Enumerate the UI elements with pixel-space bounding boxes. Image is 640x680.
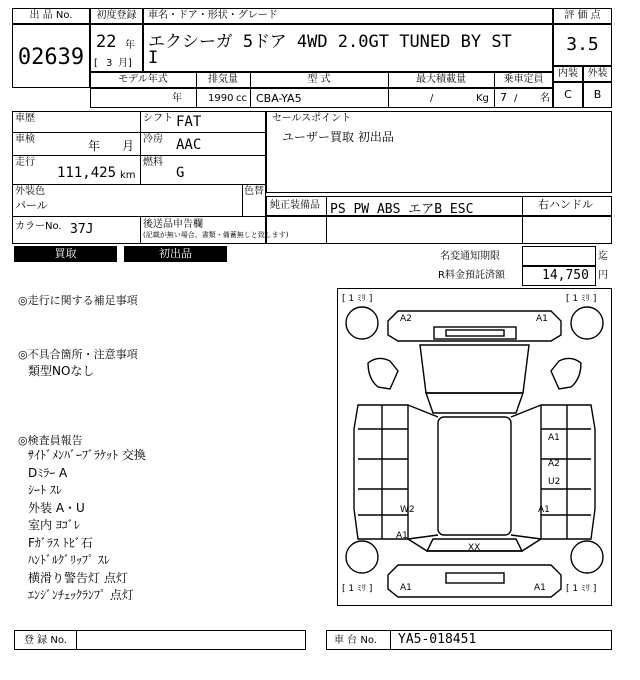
chassis-label: 車 台 No. bbox=[334, 635, 377, 646]
tire-left-top-depth: [ 1 ﾐﾘ ] bbox=[342, 294, 373, 304]
tire-left-bottom-depth: [ 1 ﾐﾘ ] bbox=[342, 584, 373, 594]
fuel-value: G bbox=[176, 165, 185, 181]
divider bbox=[76, 630, 77, 650]
damage-rear-right: A1 bbox=[534, 583, 546, 593]
inspection-year: 年 bbox=[88, 139, 101, 153]
divider bbox=[12, 184, 266, 185]
right-side bbox=[541, 405, 595, 539]
recycle-label: R料金預託済額 bbox=[438, 270, 505, 281]
divider bbox=[522, 196, 523, 216]
lot-label: 出 品 No. bbox=[29, 10, 73, 21]
divider bbox=[12, 132, 266, 133]
capacity-label: 乗車定員 bbox=[503, 74, 544, 85]
car-name-line2: I bbox=[148, 48, 159, 68]
color-no-label: カラーNo. bbox=[15, 221, 62, 232]
divider bbox=[140, 111, 141, 184]
inspection-label: 車検 bbox=[15, 134, 35, 145]
inspector-item: ｻｲﾄﾞﾒﾝﾊﾞｰﾌﾞﾗｹｯﾄ 交換 bbox=[28, 448, 146, 462]
declaration-note: (記載が無い場合、書類・備蓄無しと致します) bbox=[143, 231, 289, 239]
capacity-unit: 名 bbox=[540, 93, 550, 104]
score-value: 3.5 bbox=[566, 34, 599, 55]
recycle-yen: 円 bbox=[598, 270, 608, 281]
car-diagram bbox=[338, 289, 611, 605]
divider bbox=[390, 630, 391, 650]
damage-left-w2: W2 bbox=[400, 505, 415, 515]
name-change-unit: 迄 bbox=[598, 251, 608, 262]
exterior-grade: B bbox=[593, 88, 602, 101]
inspector-item: ﾊﾝﾄﾞﾙｸﾞﾘｯﾌﾟ ｽﾚ bbox=[28, 553, 110, 567]
capacity-value: 7 bbox=[500, 91, 507, 104]
tire-right-top-depth: [ 1 ﾐﾘ ] bbox=[566, 294, 597, 304]
chassis-number: YA5-018451 bbox=[398, 632, 477, 647]
left-side bbox=[354, 405, 408, 539]
reg-month-open: [ bbox=[94, 58, 98, 69]
divider bbox=[522, 216, 523, 244]
divider bbox=[326, 196, 327, 216]
divider bbox=[242, 184, 243, 216]
windshield bbox=[426, 393, 523, 413]
ac-value: AAC bbox=[176, 137, 202, 153]
equipment-value: PS PW ABS エアB ESC bbox=[330, 202, 474, 217]
equipment-label: 純正装備品 bbox=[270, 200, 320, 211]
damage-rear-left: A1 bbox=[400, 583, 412, 593]
tag-first-listing: 初出品 bbox=[124, 246, 227, 262]
model-year-unit: 年 bbox=[172, 93, 182, 104]
car-diagram-frame bbox=[337, 288, 612, 606]
model-year-label: モデル年式 bbox=[118, 74, 168, 85]
displacement-label: 排気量 bbox=[208, 74, 238, 85]
color-no-value: 37J bbox=[70, 222, 94, 237]
damage-right-a2: A2 bbox=[548, 459, 560, 469]
ac-label: 冷房 bbox=[143, 134, 163, 145]
capacity-slash: / bbox=[514, 93, 518, 104]
damage-front-right: A1 bbox=[536, 314, 548, 324]
reg-label: 初度登録 bbox=[96, 10, 137, 21]
interior-grade: C bbox=[564, 88, 572, 101]
inspector-item: 室内 ﾖｺﾞﾚ bbox=[28, 518, 80, 532]
defects-title: ◎不具合箇所・注意事項 bbox=[18, 348, 138, 361]
driving-notes-title: ◎走行に関する補足事項 bbox=[18, 294, 138, 307]
reg-no-label: 登 録 No. bbox=[24, 635, 67, 646]
right-front-fender bbox=[551, 358, 581, 389]
type-label: 型 式 bbox=[307, 74, 331, 85]
inspector-title: ◎検査員報告 bbox=[18, 434, 83, 447]
damage-right-u2: U2 bbox=[548, 477, 561, 487]
inspection-month: 月 bbox=[122, 139, 135, 153]
color-change-label: 色替 bbox=[244, 186, 264, 197]
divider bbox=[12, 216, 266, 217]
displacement-value: 1990 bbox=[208, 93, 234, 104]
sales-points-label: セールスポイント bbox=[272, 113, 352, 124]
lot-number: 02639 bbox=[17, 45, 85, 70]
exterior-color-label: 外装色 bbox=[15, 186, 45, 197]
max-load-label: 最大積載量 bbox=[416, 74, 466, 85]
inspector-item: 外装 A・U bbox=[28, 500, 85, 515]
mileage-unit: km bbox=[120, 170, 136, 181]
defects-item: 類型NOなし bbox=[28, 364, 95, 378]
displacement-unit: cc bbox=[236, 93, 247, 104]
interior-label: 内装 bbox=[558, 68, 578, 79]
tire-rear-left bbox=[346, 541, 378, 573]
reg-month-unit: 月] bbox=[118, 58, 132, 69]
name-change-box bbox=[522, 246, 596, 266]
tire-right-bottom-depth: [ 1 ﾐﾘ ] bbox=[566, 584, 597, 594]
reg-year-unit: 年 bbox=[125, 40, 135, 51]
damage-right-rear-a1: A1 bbox=[538, 505, 550, 515]
exterior-color-value: パール bbox=[15, 199, 48, 212]
inspector-item: ｴﾝｼﾞﾝﾁｪｯｸﾗﾝﾌﾟ 点灯 bbox=[28, 588, 134, 602]
divider bbox=[326, 216, 327, 244]
extra-row bbox=[266, 216, 612, 244]
car-label: 車名・ドア・形状・グレード bbox=[148, 10, 278, 21]
left-front-fender bbox=[368, 358, 398, 389]
inspector-item: 横滑り警告灯 点灯 bbox=[28, 570, 128, 585]
recycle-amount: 14,750 bbox=[542, 268, 589, 283]
fuel-label: 燃料 bbox=[143, 157, 163, 168]
reg-month: 3 bbox=[106, 58, 113, 69]
damage-right-a1: A1 bbox=[548, 433, 560, 443]
exterior-label: 外装 bbox=[587, 68, 608, 79]
damage-left-a1: A1 bbox=[396, 531, 408, 541]
tag-buyout: 買取 bbox=[14, 246, 117, 262]
roof bbox=[438, 417, 511, 535]
shift-label: シフト bbox=[143, 113, 173, 124]
name-change-label: 名変通知期限 bbox=[440, 251, 500, 262]
model-code: CBA-YA5 bbox=[256, 92, 302, 105]
load-unit: Kg bbox=[476, 93, 489, 104]
divider bbox=[140, 216, 141, 244]
tire-front-left bbox=[346, 307, 378, 339]
inspector-item: ｼｰﾄ ｽﾚ bbox=[28, 483, 62, 497]
history-label: 車歴 bbox=[15, 113, 35, 124]
reg-year: 22 bbox=[96, 32, 117, 52]
damage-roof-xx: XX bbox=[468, 543, 481, 553]
sales-points-text: ユーザー買取 初出品 bbox=[282, 130, 394, 144]
inspector-list bbox=[28, 446, 298, 604]
steering-value: 右ハンドル bbox=[538, 198, 593, 211]
load-slash: / bbox=[430, 93, 434, 104]
score-label: 評 価 点 bbox=[564, 10, 601, 21]
divider bbox=[12, 155, 266, 156]
damage-front-left: A2 bbox=[400, 314, 412, 324]
tire-rear-right bbox=[571, 541, 603, 573]
shift-value: FAT bbox=[176, 114, 202, 130]
inspector-item: Fｶﾞﾗｽ ﾄﾋﾞ石 bbox=[28, 535, 93, 550]
mileage-value: 111,425 bbox=[57, 165, 117, 181]
car-name-line1: エクシーガ 5ドア 4WD 2.0GT TUNED BY ST bbox=[148, 32, 512, 52]
declaration-label: 後送品申告欄 bbox=[143, 219, 203, 230]
hood bbox=[420, 345, 529, 393]
mileage-label: 走行 bbox=[15, 157, 35, 168]
tire-front-right bbox=[571, 307, 603, 339]
inspector-item: Dﾐﾗｰ A bbox=[28, 465, 68, 480]
